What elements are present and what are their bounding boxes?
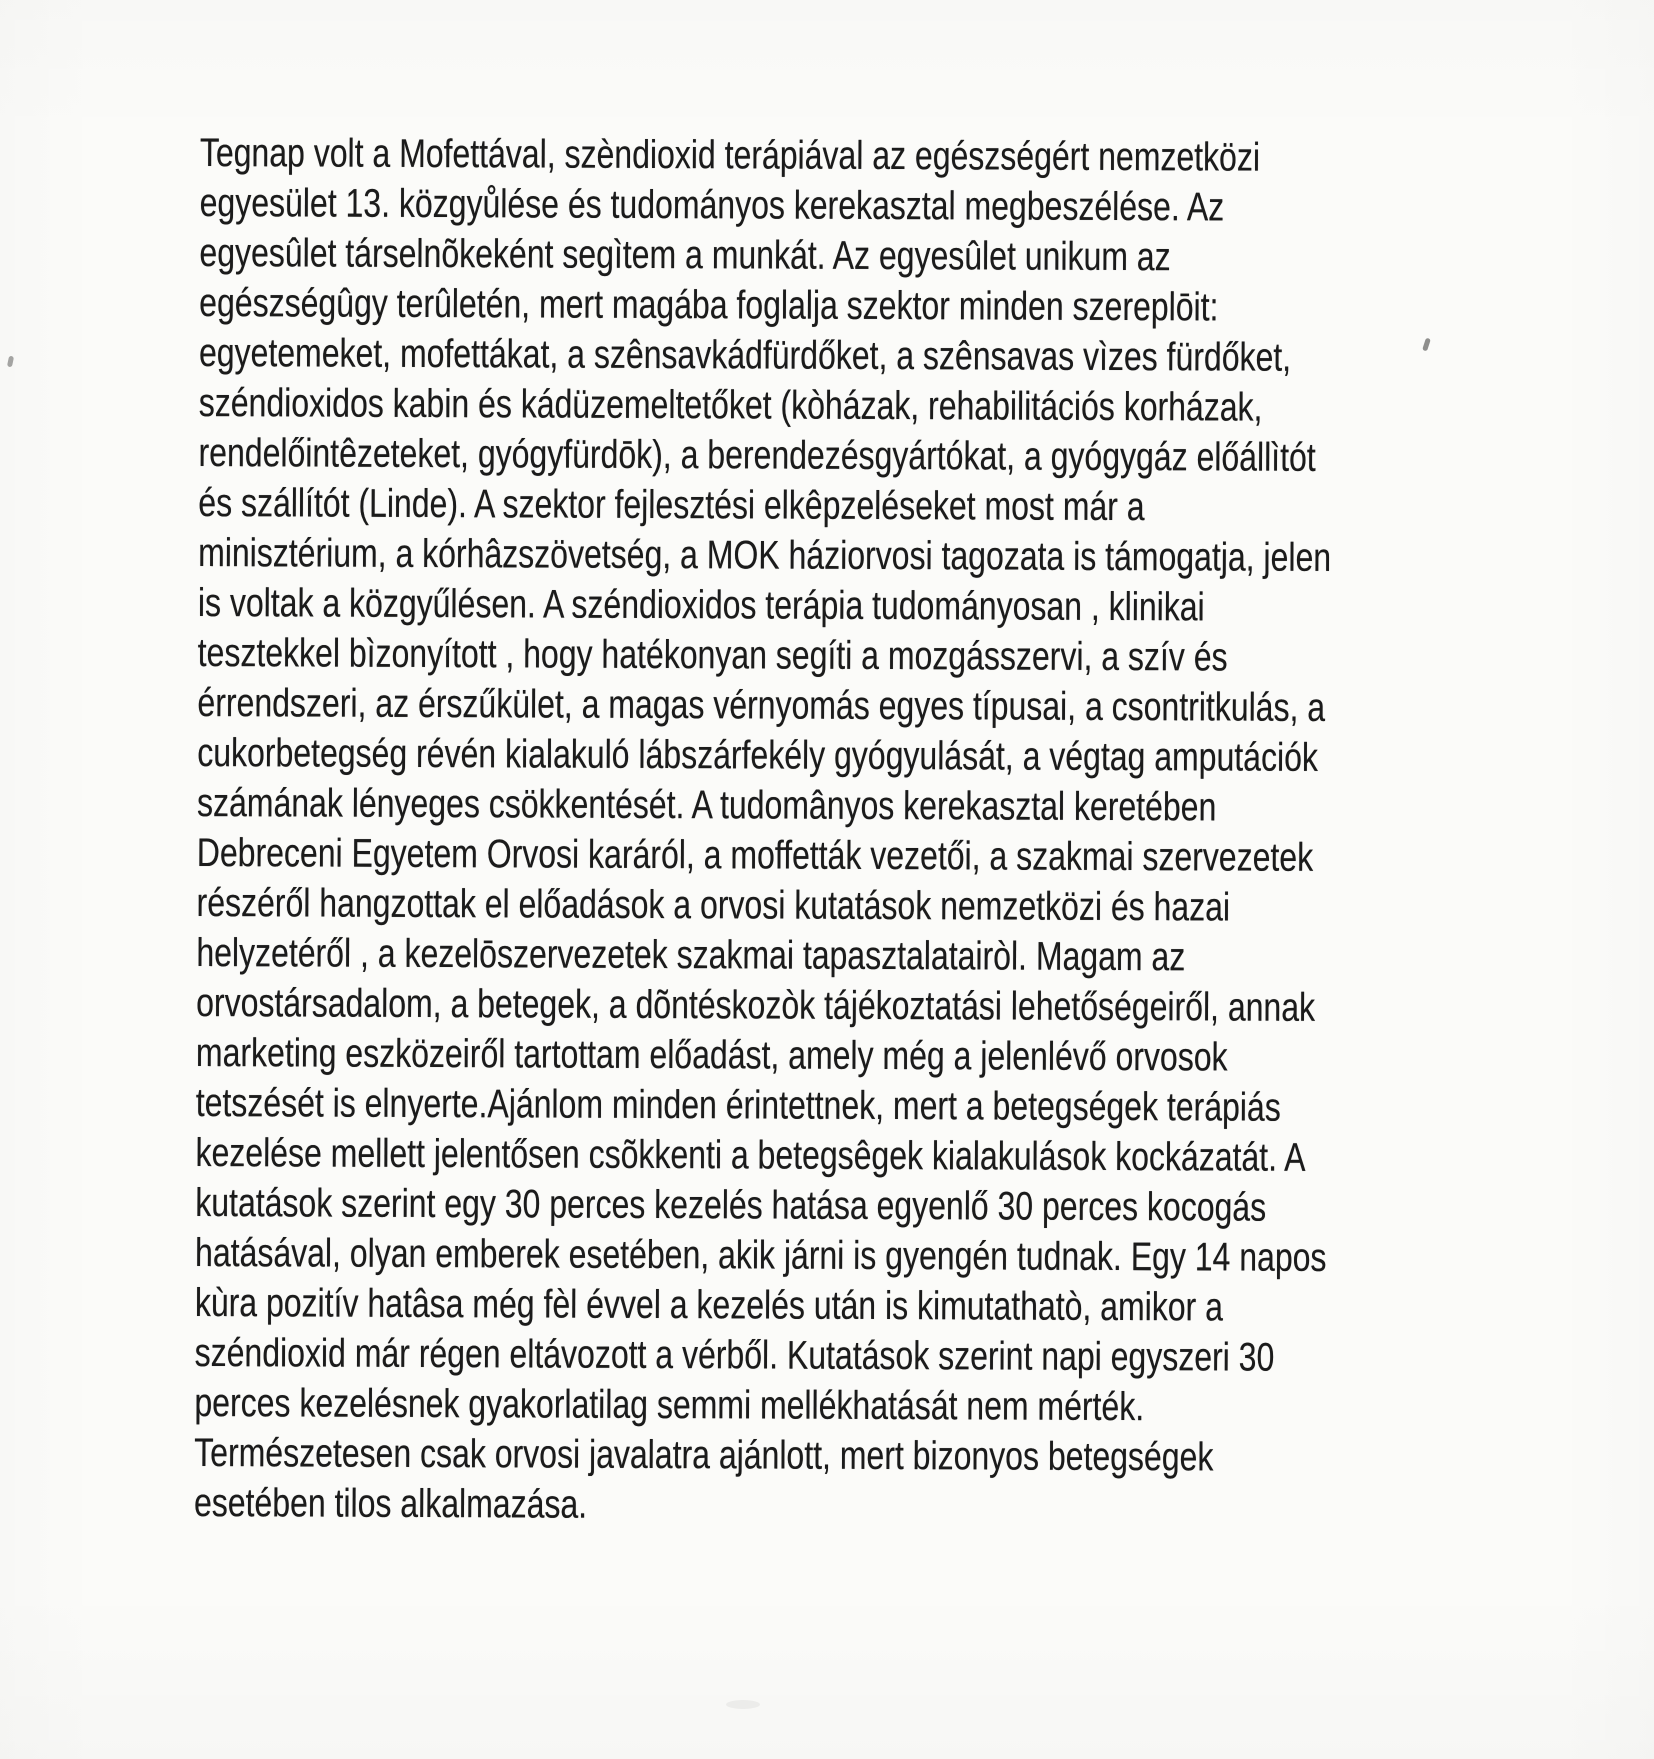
text-line: minisztérium, a kórhâzszövetség, a MOK háziorvosi tagozata is támogatja, jelen	[198, 530, 1332, 580]
text-line: egészségûgy terûletén, mert magába foglalja szektor minden szereplōit:	[199, 280, 1219, 330]
text-line: érrendszeri, az érszűkület, a magas vérnyomás egyes típusai, a csontritkulás, a	[197, 680, 1326, 730]
scan-smudge	[726, 1700, 760, 1709]
text-line: hatásával, olyan emberek esetében, akik járni is gyengén tudnak. Egy 14 napos	[194, 1230, 1327, 1280]
text-line: helyzetéről , a kezelōszervezetek szakmai tapasztalatairòl. Magam az	[196, 930, 1186, 980]
document-text-block	[193, 128, 1332, 1533]
text-line: számának lényeges csökkentését. A tudomânyos kerekasztal keretében	[196, 780, 1217, 830]
text-line: kutatások szerint egy 30 perces kezelés hatása egyenlő 30 perces kocogás	[195, 1180, 1267, 1230]
text-line: egyetemeket, mofettákat, a szênsavkádfürdőket, a szênsavas vìzes fürdőket,	[198, 330, 1292, 380]
scan-speck	[1422, 338, 1431, 352]
text-line: Debreceni Egyetem Orvosi karáról, a moffetták vezetői, a szakmai szervezetek	[196, 830, 1314, 880]
text-line: rendelőintêzeteket, gyógyfürdōk), a berendezésgyártókat, a gyógygáz előállìtót	[198, 430, 1316, 480]
text-line: cukorbetegség révén kialakuló lábszárfekély gyógyulását, a végtag amputációk	[197, 730, 1319, 780]
text-line: tesztekkel bìzonyított , hogy hatékonyan segíti a mozgásszervi, a szív és	[197, 630, 1228, 680]
text-line: széndioxidos kabin és kádüzemeltetőket (kòházak, rehabilitációs korházak,	[198, 380, 1263, 430]
text-line: részéről hangzottak el előadások a orvosi kutatások nemzetközi és hazai	[196, 880, 1231, 930]
text-line: egyesûlet társelnõkeként segìtem a munkát. Az egyesûlet unikum az	[199, 230, 1171, 280]
text-line: esetében tilos alkalmazása.	[193, 1480, 588, 1527]
text-line: kezelése mellett jelentősen csõkkenti a betegsêgek kialakulások kockázatát. A	[195, 1130, 1306, 1180]
text-line: egyesület 13. közgyůlése és tudományos kerekasztal megbeszélése. Az	[199, 180, 1225, 230]
text-line: Tegnap volt a Mofettával, szèndioxid terápiával az egészségért nemzetközi	[199, 130, 1261, 180]
text-line: perces kezelésnek gyakorlatilag semmi mellékhatását nem mérték.	[194, 1380, 1145, 1430]
text-line: széndioxid már régen eltávozott a vérből. Kutatások szerint napi egyszeri 30	[194, 1330, 1275, 1380]
text-line: is voltak a közgyűlésen. A széndioxidos terápia tudományosan , klinikai	[197, 580, 1205, 630]
text-line: Természetesen csak orvosi javalatra ajánlott, mert bizonyos betegségek	[194, 1430, 1214, 1480]
text-line: tetszését is elnyerte.Ajánlom minden érintettnek, mert a betegségek terápiás	[195, 1080, 1281, 1130]
text-line: orvostársadalom, a betegek, a dõntéskozòk tájékoztatási lehetőségeiről, annak	[196, 980, 1316, 1030]
text-line: marketing eszközeiről tartottam előadást, amely még a jelenlévő orvosok	[195, 1030, 1228, 1080]
text-line: kùra pozitív hatâsa még fèl évvel a kezelés után is kimutathatò, amikor a	[194, 1280, 1224, 1330]
text-line: és szállítót (Linde). A szektor fejlesztési elkêpzeléseket most már a	[198, 480, 1145, 530]
scan-speck	[7, 356, 14, 368]
